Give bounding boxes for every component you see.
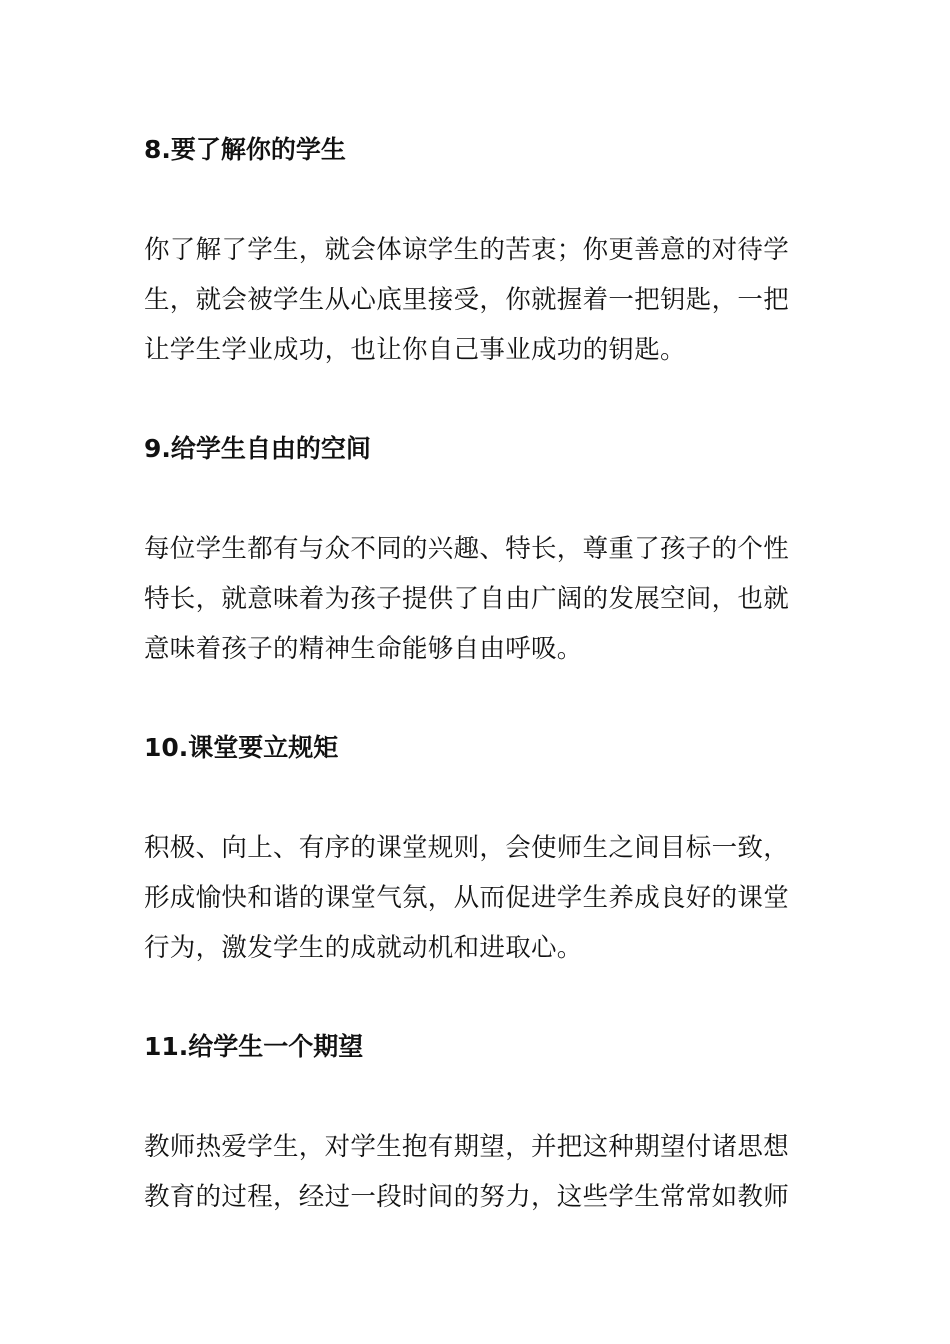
paragraph-line: 让学生学业成功，也让你自己事业成功的钥匙。 (144, 335, 686, 365)
section-paragraph-11 (144, 1122, 810, 1222)
paragraph-line: 教育的过程，经过一段时间的努力，这些学生常常如教师 (144, 1182, 790, 1212)
section-heading-11: 11.给学生一个期望 (144, 1032, 364, 1061)
section-paragraph-8 (144, 225, 810, 375)
paragraph-line: 意味着孩子的精神生命能够自由呼吸。 (144, 634, 583, 664)
paragraph-line: 教师热爱学生，对学生抱有期望，并把这种期望付诸思想 (144, 1132, 790, 1162)
section-heading-9: 9.给学生自由的空间 (144, 434, 371, 463)
paragraph-line: 每位学生都有与众不同的兴趣、特长，尊重了孩子的个性 (144, 534, 790, 564)
paragraph-line: 生，就会被学生从心底里接受，你就握着一把钥匙，一把 (144, 285, 790, 315)
paragraph-line: 形成愉快和谐的课堂气氛，从而促进学生养成良好的课堂 (144, 883, 790, 913)
paragraph-line: 你了解了学生，就会体谅学生的苦衷；你更善意的对待学 (144, 235, 790, 265)
section-paragraph-9 (144, 524, 810, 674)
section-heading-8: 8.要了解你的学生 (144, 135, 346, 164)
paragraph-line: 行为，激发学生的成就动机和进取心。 (144, 933, 583, 963)
section-paragraph-10 (144, 823, 810, 973)
section-heading-10: 10.课堂要立规矩 (144, 733, 339, 762)
paragraph-line: 积极、向上、有序的课堂规则，会使师生之间目标一致， (144, 833, 790, 863)
paragraph-line: 特长，就意味着为孩子提供了自由广阔的发展空间，也就 (144, 584, 790, 614)
